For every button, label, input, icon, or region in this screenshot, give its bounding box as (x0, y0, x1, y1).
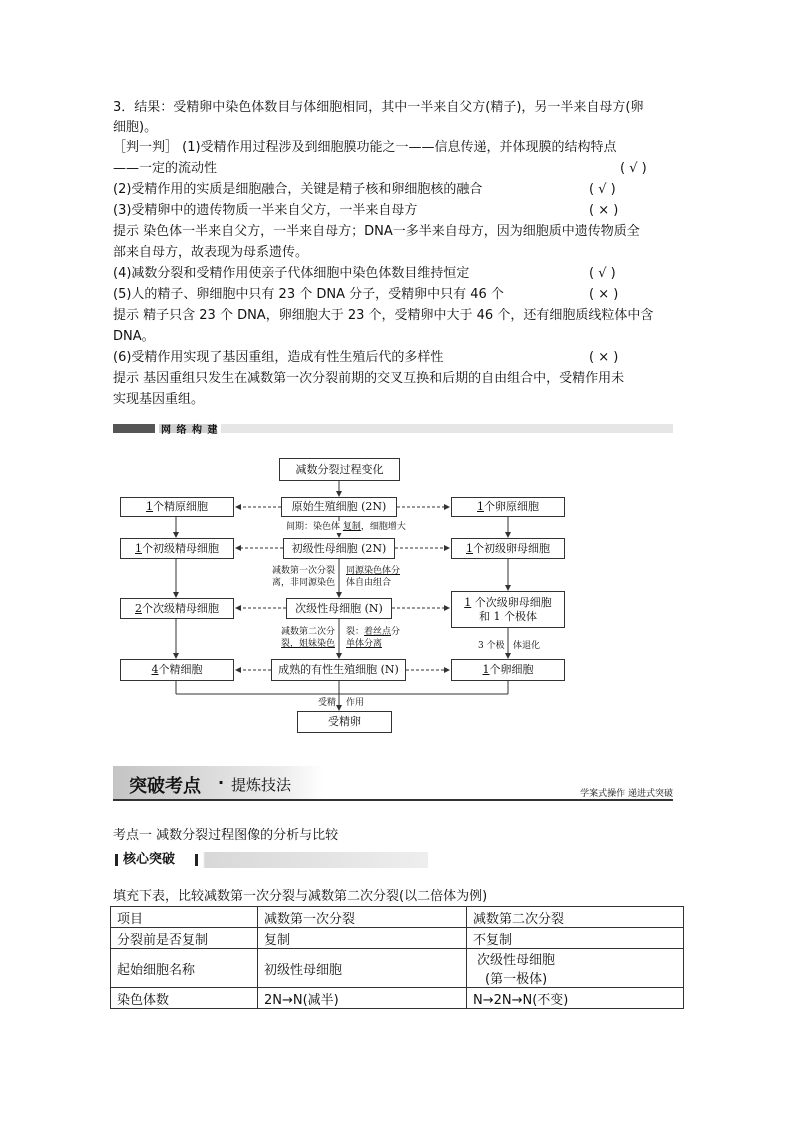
judge-intro-line-1: ［判一判］ (1)受精作用过程涉及到细胞膜功能之一——信息传递，并体现膜的结构特点 (113, 140, 617, 155)
meiosis1-left-line1: 减数第一次分裂 (272, 566, 336, 576)
core-heading-bar-right (195, 854, 198, 866)
hint-3-line-1: 提示 染色体一半来自父方，一半来自母方；DNA一多半来自母方，因为细胞质中遗传物质全 (113, 224, 640, 239)
table-cell: 起始细胞名称 (111, 949, 258, 988)
meiosis2-left-label (281, 626, 335, 650)
network-title: 网 络 构 建 (161, 425, 219, 436)
interphase-c: ，细胞增大 (360, 522, 406, 532)
diagram-top-box: 减数分裂过程变化 (279, 458, 400, 481)
judge-mark-2: ( √ ) (589, 182, 616, 197)
right-box-3-line2: 和 1 个极体 (479, 609, 537, 623)
table-cell: 分裂前是否复制 (111, 928, 258, 949)
right-box-3-num: 1 (464, 595, 472, 609)
interphase-a: 间期：染色体 (286, 522, 343, 532)
left-box-2 (120, 538, 234, 559)
left-box-1-text: 个精原细胞 (153, 500, 208, 513)
table-header-cell: 减数第二次分裂 (467, 907, 684, 928)
judge-item-5: (5)人的精子、卵细胞中只有 23 个 DNA 分子，受精卵中只有 46 个 (113, 287, 504, 302)
right-box-2 (451, 538, 565, 559)
right-box-4-text: 个卵细胞 (489, 663, 534, 676)
right-box-1-text: 个卵原细胞 (484, 500, 539, 513)
meiosis2-left-line1: 减数第二次分 (281, 627, 336, 637)
right-box-4-num: 1 (482, 663, 490, 676)
table-header-cell: 项目 (111, 907, 258, 928)
row2-line2: (第一极体) (485, 972, 548, 987)
meiosis2-right-c: 分 (391, 627, 401, 637)
left-box-4 (120, 659, 234, 681)
fill-instruction: 填充下表，比较减数第一次分裂与减数第二次分裂(以二倍体为例) (113, 889, 488, 904)
table-row (111, 988, 684, 1009)
judge-mark-6: ( × ) (589, 350, 619, 365)
core-heading-bar-left (115, 854, 118, 866)
left-box-3-num: 2 (135, 601, 142, 615)
table-cell: 初级性母细胞 (258, 949, 467, 988)
left-box-1-num: 1 (146, 500, 153, 513)
zygote-box: 受精卵 (297, 711, 392, 733)
judge-mark-1: ( √ ) (620, 161, 647, 176)
judge-item-4: (4)减数分裂和受精作用使亲子代体细胞中染色体数目维持恒定 (113, 266, 470, 281)
interphase-label (286, 521, 406, 533)
row2-line1: 次级性母细胞 (477, 953, 556, 968)
result-line-2: 细胞)。 (113, 120, 158, 135)
table-cell: 复制 (258, 928, 467, 949)
right-box-4 (451, 659, 565, 681)
judge-item-2: (2)受精作用的实质是细胞融合，关键是精子核和卵细胞核的融合 (113, 182, 483, 197)
left-box-3-text: 个次级精母细胞 (142, 601, 219, 615)
meiosis2-right-line2: 单体分离 (346, 639, 383, 649)
table-cell (467, 949, 684, 988)
meiosis2-right-a: 裂： (346, 627, 365, 637)
section-subtitle: 提炼技法 (231, 776, 292, 794)
table-cell: 染色体数 (111, 988, 258, 1009)
fertilization-right-label: 作用 (346, 698, 365, 708)
result-line-1: 3．结果：受精卵中染色体数目与体细胞相同，其中一半来自父方(精子)，另一半来自母方(卵 (113, 100, 644, 115)
judge-mark-5: ( × ) (589, 287, 619, 302)
section-title: 突破考点 (129, 776, 201, 797)
center-box-4: 成熟的有性生殖细胞 (N) (271, 659, 406, 681)
section-header (113, 766, 673, 801)
interphase-b: 复制 (342, 522, 361, 532)
polar-left-label: 3 个极 (478, 641, 505, 651)
judge-mark-4: ( √ ) (589, 266, 616, 281)
right-box-1-num: 1 (477, 500, 484, 513)
center-box-1: 原始生殖细胞 (2N) (281, 497, 397, 517)
right-box-1 (451, 497, 565, 517)
judge-item-3: (3)受精卵中的遗传物质一半来自父方，一半来自母方 (113, 203, 418, 218)
hint-3-line-2: 部来自母方，故表现为母系遗传。 (113, 245, 309, 260)
judge-intro-line-2: ——一定的流动性 (113, 161, 218, 176)
hint-6-line-1: 提示 基因重组只发生在减数第一次分裂前期的交叉互换和后期的自由组合中，受精作用未 (113, 371, 625, 386)
meiosis1-right-line2: 体自由组合 (346, 578, 392, 588)
center-box-3: 次级性母细胞 (N) (286, 598, 392, 619)
table-row (111, 928, 684, 949)
meiosis2-left-line2: 裂，姐妹染色 (281, 639, 336, 649)
judge-mark-3: ( × ) (589, 203, 619, 218)
kaodian-title: 考点一 减数分裂过程图像的分析与比较 (113, 828, 339, 843)
section-underline (113, 799, 673, 801)
core-heading (113, 852, 428, 868)
section-note: 学案式操作 递进式突破 (580, 789, 673, 799)
hint-6-line-2: 实现基因重组。 (113, 392, 205, 407)
meiosis1-right-label (346, 565, 400, 589)
meiosis1-left-label (272, 565, 335, 589)
meiosis1-left-line2: 离，非同源染色 (272, 578, 336, 588)
right-box-3-text: 个次级卵母细胞 (471, 595, 552, 609)
table-row (111, 949, 684, 988)
table-cell: 2N→N(减半) (258, 988, 467, 1009)
hint-5-line-2: DNA。 (113, 329, 155, 344)
table-header-row (111, 907, 684, 928)
judge-item-6: (6)受精作用实现了基因重组，造成有性生殖后代的多样性 (113, 350, 444, 365)
right-box-2-num: 1 (466, 541, 473, 555)
meiosis2-right-line1 (346, 626, 400, 638)
comparison-table (110, 906, 684, 1009)
left-box-4-num: 4 (151, 663, 159, 676)
right-box-2-text: 个初级卵母细胞 (473, 541, 550, 555)
right-box-3 (451, 591, 565, 628)
left-box-2-text: 个初级精母细胞 (142, 541, 219, 555)
table-header-cell: 减数第一次分裂 (258, 907, 467, 928)
table-cell: N→2N→N(不变) (467, 988, 684, 1009)
meiosis2-right-label (346, 626, 400, 650)
meiosis2-right-b: 着丝点 (364, 627, 392, 637)
right-box-3-line1 (464, 596, 552, 610)
left-box-4-text: 个精细胞 (158, 663, 203, 676)
table-cell: 不复制 (467, 928, 684, 949)
left-box-1 (120, 497, 234, 517)
polar-right-label: 体退化 (513, 641, 541, 651)
left-box-3 (120, 598, 234, 619)
hint-5-line-1: 提示 精子只含 23 个 DNA，卵细胞大于 23 个，受精卵中大于 46 个，还有细胞质线粒体中含 (113, 308, 654, 323)
core-title: 核心突破 (123, 852, 176, 867)
center-box-2: 初级性母细胞 (2N) (283, 538, 395, 559)
section-dot: · (218, 773, 225, 792)
fertilization-left-label: 受精 (318, 698, 337, 708)
meiosis1-right-line1: 同源染色体分 (346, 566, 401, 576)
left-box-2-num: 1 (135, 541, 142, 555)
